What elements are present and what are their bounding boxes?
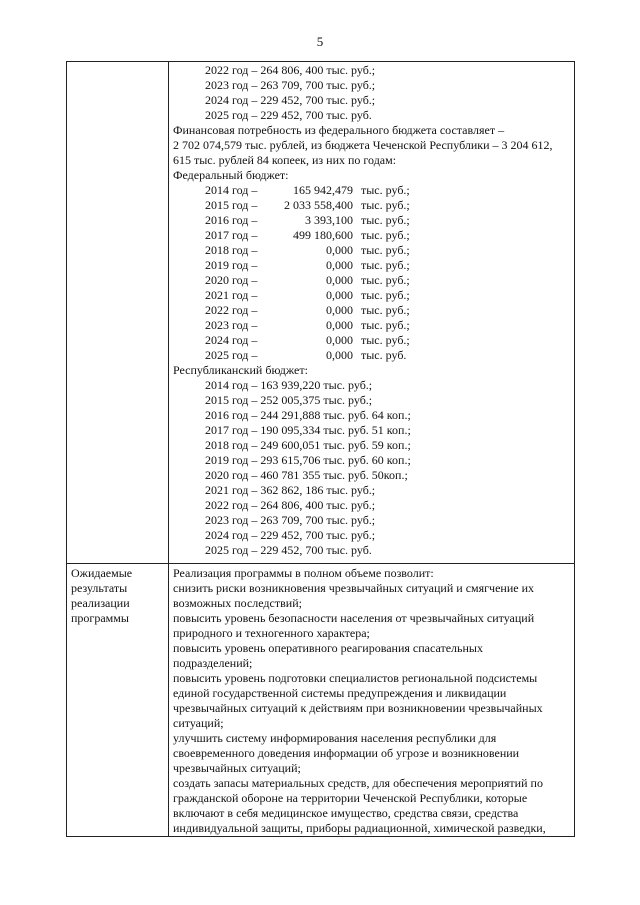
paragraph-line: Финансовая потребность из федерального бюджета составляет – bbox=[173, 123, 505, 137]
list-item: 2025 год – 229 452, 700 тыс. руб. bbox=[205, 108, 372, 122]
paragraph-line: чрезвычайных ситуаций к действиям при возникновении чрезвычайных bbox=[173, 701, 543, 715]
paragraph-line: создать запасы материальных средств, для обеспечения мероприятий по bbox=[173, 776, 543, 790]
label-line: Ожидаемые bbox=[71, 566, 133, 580]
list-item: 2024 год – 229 452, 700 тыс. руб.; bbox=[205, 528, 376, 542]
list-item: 2016 год – 244 291,888 тыс. руб. 64 коп.; bbox=[205, 408, 411, 422]
financing-cell bbox=[169, 62, 575, 564]
paragraph-line: индивидуальной защиты, приборы радиационной, химической разведки, bbox=[173, 821, 546, 835]
list-item: 2018 год – 0,000 тыс. руб.; bbox=[205, 243, 410, 257]
republic-budget-title: Республиканский бюджет: bbox=[173, 363, 308, 377]
table-row-expected-results bbox=[67, 564, 575, 837]
financing-intro bbox=[169, 123, 574, 168]
paragraph-line: природного и техногенного характера; bbox=[173, 626, 370, 640]
list-item: 2019 год – 293 615,706 тыс. руб. 60 коп.; bbox=[205, 453, 411, 467]
list-item: 2016 год – 3 393,100 тыс. руб.; bbox=[205, 213, 410, 227]
list-item: 2014 год – 165 942,479 тыс. руб.; bbox=[205, 183, 410, 197]
list-item: 2022 год – 0,000 тыс. руб.; bbox=[205, 303, 410, 317]
list-item: 2025 год – 0,000 тыс. руб. bbox=[205, 348, 407, 362]
list-item: 2022 год – 264 806, 400 тыс. руб.; bbox=[205, 63, 376, 77]
list-item: 2021 год – 362 862, 186 тыс. руб.; bbox=[205, 483, 376, 497]
list-item: 2015 год – 2 033 558,400 тыс. руб.; bbox=[205, 198, 410, 212]
label-line: программы bbox=[71, 611, 129, 625]
empty-label-cell bbox=[67, 62, 169, 564]
list-item: 2021 год – 0,000 тыс. руб.; bbox=[205, 288, 410, 302]
passport-table bbox=[66, 61, 575, 837]
list-item: 2024 год – 0,000 тыс. руб.; bbox=[205, 333, 410, 347]
paragraph-line: улучшить систему информирования населения республики для bbox=[173, 731, 497, 745]
paragraph-line: снизить риски возникновения чрезвычайных ситуаций и смягчение их bbox=[173, 581, 535, 595]
republic-years-list bbox=[169, 378, 574, 558]
paragraph-line: гражданской обороне на территории Чеченской Республики, которые bbox=[173, 791, 528, 805]
paragraph-line: повысить уровень оперативного реагирования спасательных bbox=[173, 641, 483, 655]
list-item: 2015 год – 252 005,375 тыс. руб.; bbox=[205, 393, 373, 407]
list-item: 2017 год – 499 180,600 тыс. руб.; bbox=[205, 228, 410, 242]
paragraph-line: своевременного доведения информации об угрозе и возникновении bbox=[173, 746, 520, 760]
paragraph-line: 615 тыс. рублей 84 копеек, из них по годам: bbox=[173, 153, 397, 167]
list-item: 2023 год – 263 709, 700 тыс. руб.; bbox=[205, 513, 376, 527]
list-item: 2014 год – 163 939,220 тыс. руб.; bbox=[205, 378, 373, 392]
paragraph-line: повысить уровень безопасности населения от чрезвычайных ситуаций bbox=[173, 611, 535, 625]
list-item: 2024 год – 229 452, 700 тыс. руб.; bbox=[205, 93, 376, 107]
label-line: результаты bbox=[71, 581, 128, 595]
paragraph-line: возможных последствий; bbox=[173, 596, 302, 610]
list-item: 2018 год – 249 600,051 тыс. руб. 59 коп.; bbox=[205, 438, 411, 452]
paragraph-line: включают в себя медицинское имущество, средства связи, средства bbox=[173, 806, 519, 820]
paragraph-line: повысить уровень подготовки специалистов региональной подсистемы bbox=[173, 671, 538, 685]
expected-results-cell bbox=[169, 564, 575, 837]
paragraph-line: чрезвычайных ситуаций; bbox=[173, 761, 301, 775]
list-item: 2019 год – 0,000 тыс. руб.; bbox=[205, 258, 410, 272]
federal-years-list bbox=[169, 183, 574, 363]
list-item: 2025 год – 229 452, 700 тыс. руб. bbox=[205, 543, 372, 557]
list-item: 2020 год – 0,000 тыс. руб.; bbox=[205, 273, 410, 287]
years-top-list bbox=[169, 63, 574, 123]
paragraph-line: ситуаций; bbox=[173, 716, 224, 730]
paragraph-line: Реализация программы в полном объеме позволит: bbox=[173, 566, 434, 580]
paragraph-line: подразделений; bbox=[173, 656, 253, 670]
list-item: 2022 год – 264 806, 400 тыс. руб.; bbox=[205, 498, 376, 512]
table-row-financing bbox=[67, 62, 575, 564]
list-item: 2017 год – 190 095,334 тыс. руб. 51 коп.; bbox=[205, 423, 411, 437]
paragraph-line: единой государственной системы предупреждения и ликвидации bbox=[173, 686, 507, 700]
list-item: 2023 год – 263 709, 700 тыс. руб.; bbox=[205, 78, 376, 92]
list-item: 2023 год – 0,000 тыс. руб.; bbox=[205, 318, 410, 332]
paragraph-line: 2 702 074,579 тыс. рублей, из бюджета Чеченской Республики – 3 204 612, bbox=[173, 138, 553, 152]
list-item: 2020 год – 460 781 355 тыс. руб. 50коп.; bbox=[205, 468, 408, 482]
expected-results-label-cell bbox=[67, 564, 169, 837]
label-line: реализации bbox=[71, 596, 130, 610]
federal-budget-title: Федеральный бюджет: bbox=[173, 168, 289, 182]
page-number: 5 bbox=[316, 34, 324, 49]
